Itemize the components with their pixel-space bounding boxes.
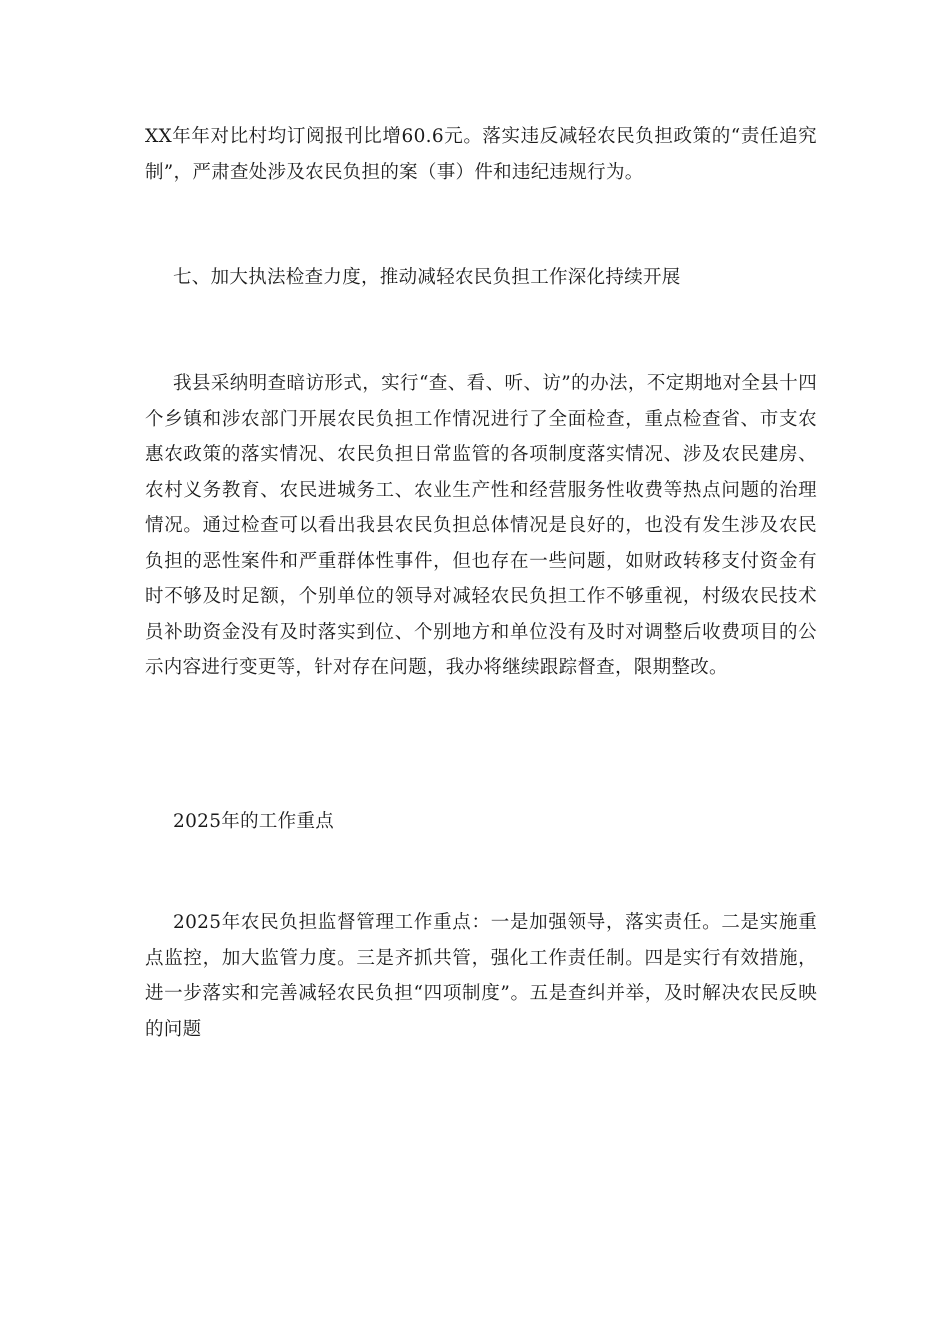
paragraph-2025-priorities: 2025年农民负担监督管理工作重点：一是加强领导，落实责任。二是实施重点监控，加大监管力度。三是齐抓共管，强化工作责任制。四是实行有效措施，进一步落实和完善减轻农民负担“四项制度”。五是查纠并举，及时解决农民反映的问题: [145, 912, 817, 1040]
section-heading-2025: 2025年的工作重点: [173, 811, 335, 832]
paragraph-responsibility: XX年年对比村均订阅报刊比增60.6元。落实违反减轻农民负担政策的“责任追究制”，严肃查处涉及农民负担的案（事）件和违纪违规行为。: [145, 126, 817, 183]
paragraph-inspection: 我县采纳明查暗访形式，实行“查、看、听、访”的办法，不定期地对全县十四个乡镇和涉农部门开展农民负担工作情况进行了全面检查，重点检查省、市支农惠农政策的落实情况、农民负担日常监管的各项制度落实情况、涉及农民建房、农村义务教育、农民进城务工、农业生产性和经营服务性收费等热点问题的治理情况。通过检查可以看出我县农民负担总体情况是良好的，也没有发生涉及农民负担的恶性案件和严重群体性事件，但也存在一些问题，如财政转移支付资金有时不够及时足额，个别单位的领导对减轻农民负担工作不够重视，村级农民技术员补助资金没有及时落实到位、个别地方和单位没有及时对调整后收费项目的公示内容进行变更等，针对存在问题，我办将继续跟踪督查，限期整改。: [145, 373, 817, 678]
section-heading-seven: 七、加大执法检查力度，推动减轻农民负担工作深化持续开展: [173, 267, 681, 288]
